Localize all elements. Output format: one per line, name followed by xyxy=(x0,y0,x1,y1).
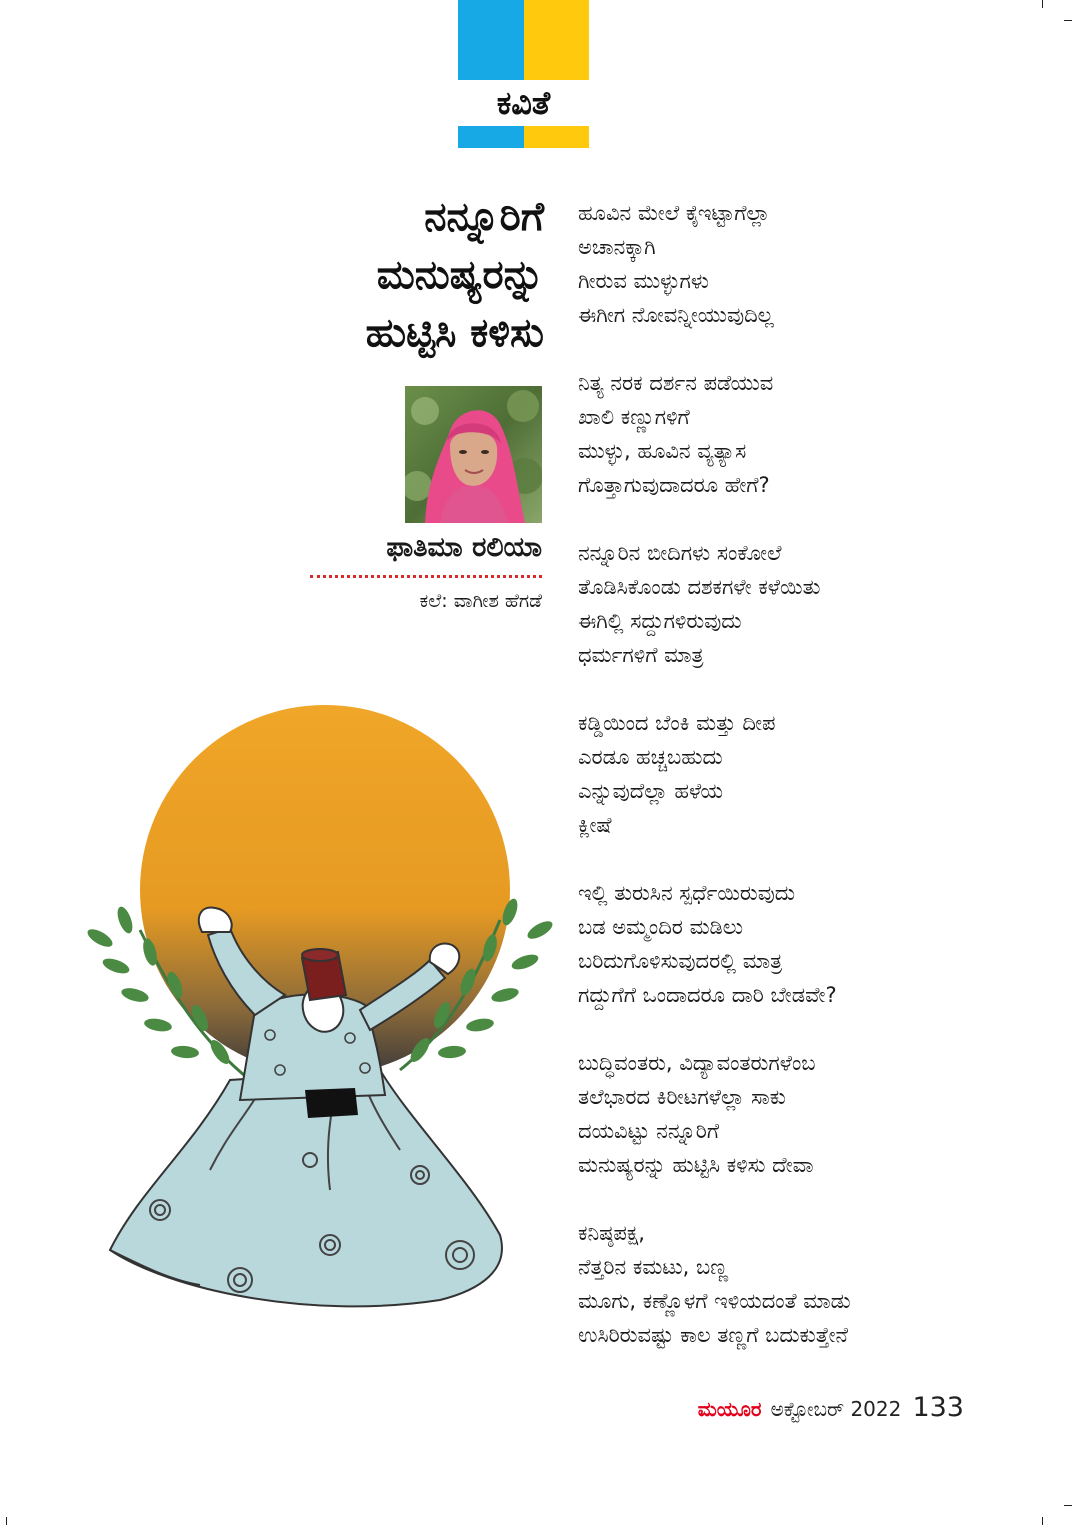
page-footer xyxy=(698,1392,964,1423)
poem-line: ಮುಳ್ಳು, ಹೂವಿನ ವ್ಯತ್ಯಾಸ xyxy=(578,439,747,463)
crop-mark xyxy=(1042,0,1043,8)
crop-mark xyxy=(1042,1517,1043,1525)
stanza xyxy=(578,196,1018,332)
poem-line: ಎರಡೂ ಹಚ್ಚಬಹುದು xyxy=(578,745,723,769)
magazine-logo: ಮಯೂರ xyxy=(697,1397,762,1421)
poem-line: ಮೂಗು, ಕಣ್ಣೊಳಗೆ ಇಳಿಯದಂತೆ ಮಾಡು xyxy=(578,1289,851,1313)
poem-line: ಅಚಾನಕ್ಕಾಗಿ xyxy=(578,235,656,259)
title-line: ಹುಟ್ಟಿಸಿ ಕಳಿಸು xyxy=(365,310,544,356)
crop-mark xyxy=(6,1517,7,1525)
poem-body xyxy=(578,196,1018,1386)
stanza xyxy=(578,1216,1018,1352)
yellow-bar xyxy=(524,126,589,148)
blue-bar xyxy=(458,126,524,148)
dotted-divider xyxy=(310,575,542,578)
whirling-dervish-illustration xyxy=(80,690,560,1330)
crop-mark xyxy=(1064,1505,1072,1506)
poem-line: ನೆತ್ತರಿನ ಕಮಟು, ಬಣ್ಣ xyxy=(578,1255,729,1279)
poem-line: ಬಡ ಅಮ್ಮಂದಿರ ಮಡಿಲು xyxy=(578,915,744,939)
poem-line: ಎನ್ನುವುದೆಲ್ಲಾ ಹಳೆಯ xyxy=(578,779,724,803)
poem-line: ಗದ್ದುಗೆಗೆ ಒಂದಾದರೂ ದಾರಿ ಬೇಡವೇ? xyxy=(578,983,837,1007)
poem-line: ಈಗೀಗ ನೋವನ್ನೀಯುವುದಿಲ್ಲ xyxy=(578,303,774,327)
stanza xyxy=(578,706,1018,842)
yellow-bar xyxy=(524,0,589,80)
poem-line: ಗೀರುವ ಮುಳ್ಳುಗಳು xyxy=(578,269,709,293)
poem-line: ಕಡ್ಡಿಯಿಂದ ಬೆಂಕಿ ಮತ್ತು ದೀಪ xyxy=(578,711,776,735)
poem-line: ಮನುಷ್ಯರನ್ನು ಹುಟ್ಟಿಸಿ ಕಳಿಸು ದೇವಾ xyxy=(578,1153,814,1177)
blue-bar xyxy=(458,0,524,80)
section-label: ಕವಿತೆ xyxy=(496,84,551,122)
poem-line: ಹೂವಿನ ಮೇಲೆ ಕೈಇಟ್ಟಾಗೆಲ್ಲಾ xyxy=(578,201,770,225)
poem-line: ಧರ್ಮಗಳಿಗೆ ಮಾತ್ರ xyxy=(578,643,704,667)
poem-line: ಗೊತ್ತಾಗುವುದಾದರೂ ಹೇಗೆ? xyxy=(578,473,770,497)
art-credit: ಕಲೆ: ವಾಗೀಶ ಹೆಗಡೆ xyxy=(419,590,542,612)
poem-line: ಬುದ್ಧಿವಂತರು, ವಿದ್ಯಾವಂತರುಗಳೆಂಬ xyxy=(578,1051,816,1075)
poem-line: ಉಸಿರಿರುವಷ್ಟು ಕಾಲ ತಣ್ಣಗೆ ಬದುಕುತ್ತೇನೆ xyxy=(578,1323,849,1347)
poem-line: ತೊಡಿಸಿಕೊಂಡು ದಶಕಗಳೇ ಕಳೆಯಿತು xyxy=(578,575,821,599)
poem-line: ಕ್ಲೀಷೆ xyxy=(578,813,612,837)
poem-line: ಖಾಲಿ ಕಣ್ಣುಗಳಿಗೆ xyxy=(578,405,690,429)
section-header xyxy=(458,0,589,148)
author-photo xyxy=(405,386,542,523)
title-line: ಮನುಷ್ಯರನ್ನು xyxy=(376,252,544,298)
poem-title xyxy=(366,188,544,362)
poem-line: ದಯವಿಟ್ಟು ನನ್ನೂರಿಗೆ xyxy=(578,1119,720,1143)
author-name: ಫಾತಿಮಾ ರಲಿಯಾ xyxy=(386,532,542,563)
stanza xyxy=(578,536,1018,672)
poem-line: ಕನಿಷ್ಠಪಕ್ಷ, xyxy=(578,1221,645,1245)
title-line: ನನ್ನೂರಿಗೆ xyxy=(424,194,544,240)
crop-mark xyxy=(1064,20,1072,21)
issue-date: ಅಕ್ಟೋಬರ್ 2022 xyxy=(770,1397,902,1421)
stanza xyxy=(578,366,1018,502)
poem-line: ನನ್ನೂರಿನ ಬೀದಿಗಳು ಸಂಕೋಲೆ xyxy=(578,541,782,565)
page-number: 133 xyxy=(912,1392,964,1423)
poem-line: ಇಲ್ಲಿ ತುರುಸಿನ ಸ್ಪರ್ಧೆಯಿರುವುದು xyxy=(578,881,796,905)
stanza xyxy=(578,1046,1018,1182)
poem-line: ತಲೆಭಾರದ ಕಿರೀಟಗಳೆಲ್ಲಾ ಸಾಕು xyxy=(578,1085,786,1109)
poem-line: ಈಗಿಲ್ಲಿ ಸದ್ದುಗಳಿರುವುದು xyxy=(578,609,742,633)
poem-line: ಬರಿದುಗೊಳಿಸುವುದರಲ್ಲಿ ಮಾತ್ರ xyxy=(578,949,783,973)
poem-line: ನಿತ್ಯ ನರಕ ದರ್ಶನ ಪಡೆಯುವ xyxy=(578,371,774,395)
stanza xyxy=(578,876,1018,1012)
